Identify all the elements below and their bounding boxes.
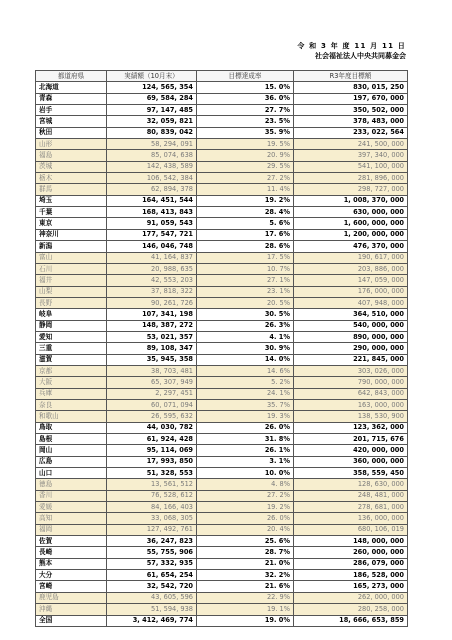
actual-amount-cell: 32, 542, 720 <box>107 581 197 592</box>
achievement-rate-cell: 20. 4% <box>197 524 294 535</box>
actual-amount-cell: 69, 584, 284 <box>107 93 197 104</box>
table-row <box>36 536 408 547</box>
target-amount-cell: 286, 079, 000 <box>294 558 408 569</box>
table-row <box>36 286 408 297</box>
table-row <box>36 524 408 535</box>
table-row <box>36 309 408 320</box>
target-amount-cell: 163, 000, 000 <box>294 399 408 410</box>
target-amount-cell: 830, 015, 250 <box>294 82 408 93</box>
organization-name: 社会福祉法人中央共同募金会 <box>315 52 406 60</box>
table-row <box>36 502 408 513</box>
actual-amount-cell: 51, 328, 553 <box>107 468 197 479</box>
target-amount-cell: 18, 666, 653, 859 <box>294 615 408 626</box>
actual-amount-cell: 106, 542, 384 <box>107 173 197 184</box>
table-header-row <box>36 71 408 82</box>
target-amount-cell: 420, 000, 000 <box>294 445 408 456</box>
table-row <box>36 184 408 195</box>
achievement-rate-cell: 26. 3% <box>197 320 294 331</box>
target-amount-cell: 281, 896, 000 <box>294 173 408 184</box>
table-row <box>36 93 408 104</box>
prefecture-cell: 岐阜 <box>36 309 107 320</box>
actual-amount-cell: 90, 261, 726 <box>107 297 197 308</box>
actual-amount-cell: 3, 412, 469, 774 <box>107 615 197 626</box>
target-amount-cell: 201, 715, 676 <box>294 434 408 445</box>
prefecture-cell: 山形 <box>36 139 107 150</box>
table-row <box>36 173 408 184</box>
target-amount-cell: 540, 000, 000 <box>294 320 408 331</box>
actual-amount-cell: 177, 547, 721 <box>107 229 197 240</box>
target-amount-cell: 364, 510, 000 <box>294 309 408 320</box>
achievement-rate-cell: 28. 7% <box>197 547 294 558</box>
prefecture-cell: 秋田 <box>36 127 107 138</box>
actual-amount-cell: 76, 528, 612 <box>107 490 197 501</box>
prefecture-cell: 富山 <box>36 252 107 263</box>
prefecture-cell: 愛媛 <box>36 502 107 513</box>
target-amount-cell: 260, 000, 000 <box>294 547 408 558</box>
target-amount-cell: 378, 483, 000 <box>294 116 408 127</box>
actual-amount-cell: 20, 988, 635 <box>107 263 197 274</box>
achievement-rate-cell: 27. 7% <box>197 105 294 116</box>
actual-amount-cell: 164, 451, 544 <box>107 195 197 206</box>
prefecture-cell: 和歌山 <box>36 411 107 422</box>
table-row <box>36 343 408 354</box>
actual-amount-cell: 44, 030, 782 <box>107 422 197 433</box>
table-row <box>36 139 408 150</box>
achievement-rate-cell: 19. 5% <box>197 139 294 150</box>
achievement-rate-cell: 28. 6% <box>197 241 294 252</box>
table-row <box>36 570 408 581</box>
table-row <box>36 127 408 138</box>
target-amount-cell: 790, 000, 000 <box>294 377 408 388</box>
achievement-rate-cell: 21. 6% <box>197 581 294 592</box>
target-amount-cell: 358, 559, 450 <box>294 468 408 479</box>
achievement-rate-cell: 11. 4% <box>197 184 294 195</box>
achievement-rate-cell: 27. 1% <box>197 275 294 286</box>
table-row <box>36 399 408 410</box>
prefecture-cell: 北海道 <box>36 82 107 93</box>
target-amount-cell: 1, 008, 370, 000 <box>294 195 408 206</box>
prefecture-cell: 静岡 <box>36 320 107 331</box>
table-row <box>36 331 408 342</box>
prefecture-cell: 宮崎 <box>36 581 107 592</box>
target-amount-cell: 1, 600, 000, 000 <box>294 218 408 229</box>
table-row <box>36 558 408 569</box>
table-row <box>36 592 408 603</box>
prefecture-cell: 茨城 <box>36 161 107 172</box>
column-header-prefecture: 都道府県 <box>36 71 107 82</box>
actual-amount-cell: 97, 147, 485 <box>107 105 197 116</box>
achievement-rate-cell: 21. 0% <box>197 558 294 569</box>
actual-amount-cell: 127, 492, 761 <box>107 524 197 535</box>
target-amount-cell: 241, 500, 000 <box>294 139 408 150</box>
target-amount-cell: 233, 022, 564 <box>294 127 408 138</box>
achievement-rate-cell: 15. 0% <box>197 82 294 93</box>
target-amount-cell: 176, 000, 000 <box>294 286 408 297</box>
actual-amount-cell: 32, 059, 821 <box>107 116 197 127</box>
achievement-rate-cell: 26. 0% <box>197 422 294 433</box>
target-amount-cell: 680, 106, 019 <box>294 524 408 535</box>
actual-amount-cell: 17, 993, 850 <box>107 456 197 467</box>
prefecture-cell: 大阪 <box>36 377 107 388</box>
target-amount-cell: 303, 026, 000 <box>294 365 408 376</box>
achievement-rate-cell: 17. 6% <box>197 229 294 240</box>
achievement-rate-cell: 26. 0% <box>197 513 294 524</box>
target-amount-cell: 280, 258, 000 <box>294 604 408 615</box>
target-amount-cell: 165, 273, 000 <box>294 581 408 592</box>
actual-amount-cell: 36, 247, 823 <box>107 536 197 547</box>
prefecture-cell: 千葉 <box>36 207 107 218</box>
target-amount-cell: 190, 617, 000 <box>294 252 408 263</box>
prefecture-cell: 熊本 <box>36 558 107 569</box>
table-row <box>36 252 408 263</box>
prefecture-cell: 群馬 <box>36 184 107 195</box>
target-amount-cell: 123, 362, 000 <box>294 422 408 433</box>
prefecture-cell: 福岡 <box>36 524 107 535</box>
table-row <box>36 422 408 433</box>
achievement-rate-cell: 32. 2% <box>197 570 294 581</box>
actual-amount-cell: 2, 297, 451 <box>107 388 197 399</box>
target-amount-cell: 397, 340, 000 <box>294 150 408 161</box>
achievement-rate-cell: 27. 2% <box>197 173 294 184</box>
actual-amount-cell: 33, 068, 305 <box>107 513 197 524</box>
actual-amount-cell: 95, 114, 069 <box>107 445 197 456</box>
table-row <box>36 297 408 308</box>
achievement-rate-cell: 3. 1% <box>197 456 294 467</box>
target-amount-cell: 186, 528, 000 <box>294 570 408 581</box>
table-row <box>36 547 408 558</box>
table-row <box>36 105 408 116</box>
achievement-rate-cell: 5. 2% <box>197 377 294 388</box>
actual-amount-cell: 58, 294, 091 <box>107 139 197 150</box>
achievement-rate-cell: 35. 7% <box>197 399 294 410</box>
achievement-rate-cell: 4. 1% <box>197 331 294 342</box>
prefecture-cell: 福島 <box>36 150 107 161</box>
achievement-rate-cell: 26. 1% <box>197 445 294 456</box>
prefecture-cell: 高知 <box>36 513 107 524</box>
table-row <box>36 456 408 467</box>
prefecture-cell: 徳島 <box>36 479 107 490</box>
prefecture-cell: 岩手 <box>36 105 107 116</box>
prefecture-cell: 山口 <box>36 468 107 479</box>
prefecture-cell: 宮城 <box>36 116 107 127</box>
prefecture-cell: 全国 <box>36 615 107 626</box>
target-amount-cell: 138, 530, 900 <box>294 411 408 422</box>
table-row <box>36 275 408 286</box>
actual-amount-cell: 62, 894, 378 <box>107 184 197 195</box>
achievement-rate-cell: 30. 9% <box>197 343 294 354</box>
column-header-rate: 目標達成率 <box>197 71 294 82</box>
table-row <box>36 615 408 626</box>
table-row <box>36 150 408 161</box>
achievement-rate-cell: 22. 9% <box>197 592 294 603</box>
table-row <box>36 411 408 422</box>
prefecture-cell: 滋賀 <box>36 354 107 365</box>
target-amount-cell: 147, 059, 000 <box>294 275 408 286</box>
column-header-actual: 実績額（10月末） <box>107 71 197 82</box>
prefecture-cell: 石川 <box>36 263 107 274</box>
prefecture-cell: 埼玉 <box>36 195 107 206</box>
actual-amount-cell: 89, 108, 347 <box>107 343 197 354</box>
target-amount-cell: 298, 727, 000 <box>294 184 408 195</box>
table-row <box>36 490 408 501</box>
achievement-rate-cell: 30. 5% <box>197 309 294 320</box>
target-amount-cell: 197, 670, 000 <box>294 93 408 104</box>
target-amount-cell: 262, 000, 000 <box>294 592 408 603</box>
table-row <box>36 604 408 615</box>
actual-amount-cell: 37, 818, 322 <box>107 286 197 297</box>
target-amount-cell: 350, 502, 000 <box>294 105 408 116</box>
achievement-rate-cell: 14. 0% <box>197 354 294 365</box>
prefecture-cell: 兵庫 <box>36 388 107 399</box>
actual-amount-cell: 61, 924, 428 <box>107 434 197 445</box>
achievement-rate-cell: 19. 2% <box>197 502 294 513</box>
target-amount-cell: 1, 200, 000, 000 <box>294 229 408 240</box>
results-table <box>35 70 408 627</box>
prefecture-cell: 福井 <box>36 275 107 286</box>
table-row <box>36 479 408 490</box>
prefecture-cell: 東京 <box>36 218 107 229</box>
actual-amount-cell: 148, 387, 272 <box>107 320 197 331</box>
prefecture-cell: 青森 <box>36 93 107 104</box>
achievement-rate-cell: 19. 0% <box>197 615 294 626</box>
actual-amount-cell: 38, 703, 481 <box>107 365 197 376</box>
target-amount-cell: 128, 630, 000 <box>294 479 408 490</box>
achievement-rate-cell: 10. 0% <box>197 468 294 479</box>
achievement-rate-cell: 36. 0% <box>197 93 294 104</box>
table-row <box>36 434 408 445</box>
actual-amount-cell: 146, 046, 748 <box>107 241 197 252</box>
table-row <box>36 354 408 365</box>
actual-amount-cell: 80, 839, 042 <box>107 127 197 138</box>
prefecture-cell: 沖縄 <box>36 604 107 615</box>
prefecture-cell: 香川 <box>36 490 107 501</box>
achievement-rate-cell: 14. 6% <box>197 365 294 376</box>
actual-amount-cell: 55, 755, 906 <box>107 547 197 558</box>
prefecture-cell: 大分 <box>36 570 107 581</box>
actual-amount-cell: 142, 438, 589 <box>107 161 197 172</box>
actual-amount-cell: 60, 071, 094 <box>107 399 197 410</box>
prefecture-cell: 京都 <box>36 365 107 376</box>
achievement-rate-cell: 29. 5% <box>197 161 294 172</box>
prefecture-cell: 山梨 <box>36 286 107 297</box>
table-row <box>36 468 408 479</box>
target-amount-cell: 890, 000, 000 <box>294 331 408 342</box>
table-row <box>36 161 408 172</box>
target-amount-cell: 642, 843, 000 <box>294 388 408 399</box>
target-amount-cell: 407, 948, 000 <box>294 297 408 308</box>
prefecture-cell: 岡山 <box>36 445 107 456</box>
prefecture-cell: 神奈川 <box>36 229 107 240</box>
achievement-rate-cell: 20. 9% <box>197 150 294 161</box>
achievement-rate-cell: 24. 1% <box>197 388 294 399</box>
table-row <box>36 207 408 218</box>
achievement-rate-cell: 25. 6% <box>197 536 294 547</box>
target-amount-cell: 148, 000, 000 <box>294 536 408 547</box>
actual-amount-cell: 85, 074, 638 <box>107 150 197 161</box>
prefecture-cell: 三重 <box>36 343 107 354</box>
target-amount-cell: 476, 370, 000 <box>294 241 408 252</box>
table-row <box>36 377 408 388</box>
table-row <box>36 195 408 206</box>
table-row <box>36 116 408 127</box>
actual-amount-cell: 13, 561, 512 <box>107 479 197 490</box>
prefecture-cell: 鳥取 <box>36 422 107 433</box>
achievement-rate-cell: 27. 2% <box>197 490 294 501</box>
table-row <box>36 581 408 592</box>
achievement-rate-cell: 31. 8% <box>197 434 294 445</box>
achievement-rate-cell: 19. 2% <box>197 195 294 206</box>
actual-amount-cell: 53, 021, 357 <box>107 331 197 342</box>
achievement-rate-cell: 35. 9% <box>197 127 294 138</box>
actual-amount-cell: 84, 166, 403 <box>107 502 197 513</box>
achievement-rate-cell: 23. 1% <box>197 286 294 297</box>
table-row <box>36 388 408 399</box>
table-row <box>36 320 408 331</box>
table-row <box>36 513 408 524</box>
actual-amount-cell: 42, 553, 203 <box>107 275 197 286</box>
achievement-rate-cell: 28. 4% <box>197 207 294 218</box>
achievement-rate-cell: 17. 5% <box>197 252 294 263</box>
target-amount-cell: 360, 000, 000 <box>294 456 408 467</box>
actual-amount-cell: 43, 605, 596 <box>107 592 197 603</box>
actual-amount-cell: 124, 565, 354 <box>107 82 197 93</box>
achievement-rate-cell: 10. 7% <box>197 263 294 274</box>
actual-amount-cell: 41, 164, 837 <box>107 252 197 263</box>
actual-amount-cell: 51, 594, 938 <box>107 604 197 615</box>
target-amount-cell: 203, 886, 000 <box>294 263 408 274</box>
target-amount-cell: 541, 100, 000 <box>294 161 408 172</box>
table-row <box>36 263 408 274</box>
prefecture-cell: 栃木 <box>36 173 107 184</box>
table-row <box>36 229 408 240</box>
table-row <box>36 445 408 456</box>
prefecture-cell: 新潟 <box>36 241 107 252</box>
column-header-target: R3年度目標額 <box>294 71 408 82</box>
prefecture-cell: 広島 <box>36 456 107 467</box>
target-amount-cell: 630, 000, 000 <box>294 207 408 218</box>
target-amount-cell: 290, 000, 000 <box>294 343 408 354</box>
prefecture-cell: 愛知 <box>36 331 107 342</box>
achievement-rate-cell: 20. 5% <box>197 297 294 308</box>
prefecture-cell: 長野 <box>36 297 107 308</box>
actual-amount-cell: 26, 595, 632 <box>107 411 197 422</box>
prefecture-cell: 島根 <box>36 434 107 445</box>
prefecture-cell: 佐賀 <box>36 536 107 547</box>
actual-amount-cell: 107, 341, 198 <box>107 309 197 320</box>
actual-amount-cell: 168, 413, 843 <box>107 207 197 218</box>
target-amount-cell: 136, 000, 000 <box>294 513 408 524</box>
prefecture-cell: 奈良 <box>36 399 107 410</box>
achievement-rate-cell: 19. 1% <box>197 604 294 615</box>
actual-amount-cell: 35, 945, 358 <box>107 354 197 365</box>
achievement-rate-cell: 5. 6% <box>197 218 294 229</box>
prefecture-cell: 鹿児島 <box>36 592 107 603</box>
prefecture-cell: 長崎 <box>36 547 107 558</box>
target-amount-cell: 278, 681, 000 <box>294 502 408 513</box>
table-row <box>36 241 408 252</box>
actual-amount-cell: 61, 654, 254 <box>107 570 197 581</box>
table-row <box>36 218 408 229</box>
actual-amount-cell: 91, 059, 543 <box>107 218 197 229</box>
achievement-rate-cell: 19. 3% <box>197 411 294 422</box>
achievement-rate-cell: 23. 5% <box>197 116 294 127</box>
actual-amount-cell: 65, 307, 949 <box>107 377 197 388</box>
target-amount-cell: 221, 845, 000 <box>294 354 408 365</box>
achievement-rate-cell: 4. 8% <box>197 479 294 490</box>
report-date: 令 和 3 年 度 11 月 11 日 <box>297 42 406 50</box>
table-row <box>36 82 408 93</box>
target-amount-cell: 248, 481, 000 <box>294 490 408 501</box>
actual-amount-cell: 57, 332, 935 <box>107 558 197 569</box>
table-row <box>36 365 408 376</box>
